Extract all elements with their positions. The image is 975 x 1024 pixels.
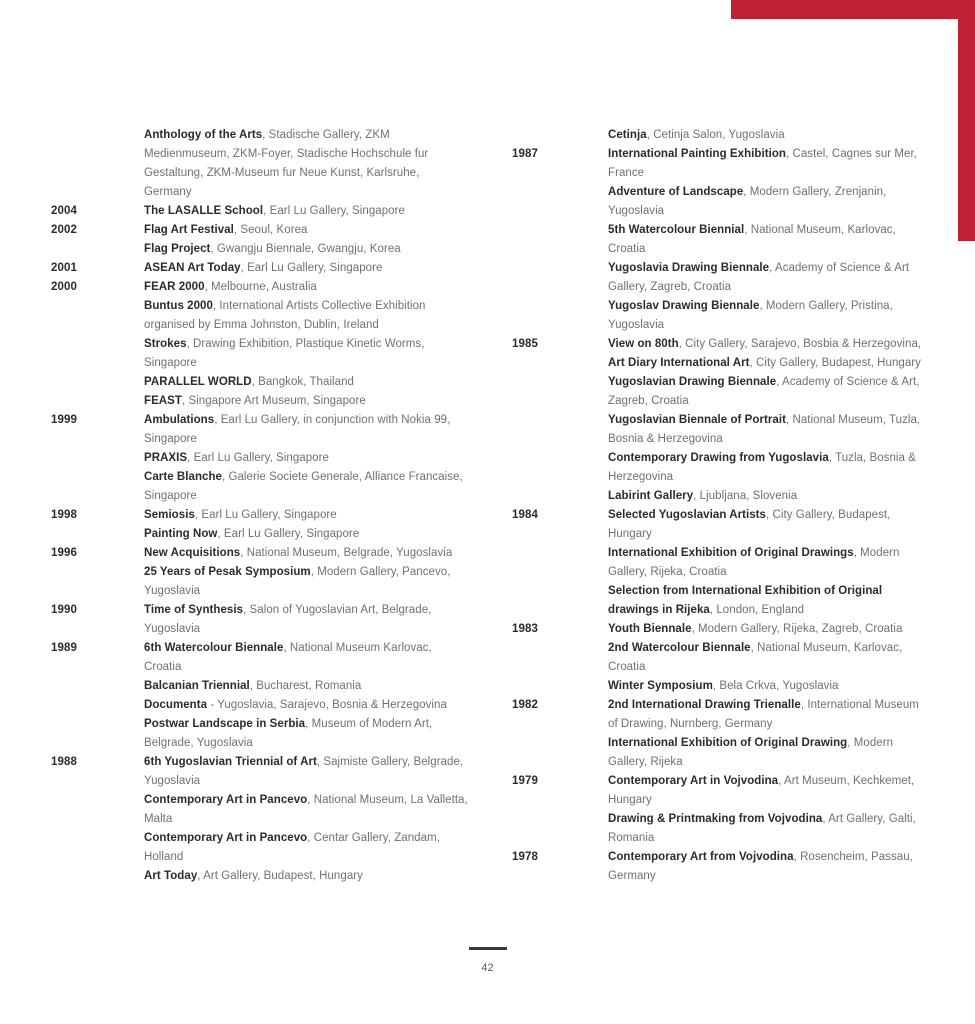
entry-title: Contemporary Art in Pancevo	[144, 832, 308, 844]
entry-title: Semiosis	[144, 509, 195, 521]
entry-text	[608, 582, 926, 620]
entry-year: 2004	[51, 205, 77, 217]
entry-title: Contemporary Art in Pancevo	[144, 794, 308, 806]
entry-details: , National Museum, Karlovac, Croatia	[608, 642, 903, 673]
entry-details: , Modern Gallery, Zrenjanin, Yugoslavia	[608, 186, 887, 217]
exhibition-entry-row	[51, 297, 481, 335]
exhibition-entry-row	[512, 544, 932, 582]
entry-text	[608, 297, 926, 335]
entry-text	[608, 639, 926, 677]
entry-details: , Earl Lu Gallery, Singapore	[194, 509, 337, 521]
entry-title: Documenta	[144, 699, 208, 711]
exhibition-entry-row	[51, 829, 481, 867]
entry-text	[144, 601, 469, 639]
entry-year: 2000	[51, 281, 77, 293]
entry-year: 1998	[51, 509, 77, 521]
entry-text	[144, 335, 469, 373]
entry-details: , Museum of Modern Art, Belgrade, Yugoslavia	[144, 718, 433, 749]
exhibition-entry-row	[512, 297, 932, 335]
entry-text	[144, 829, 469, 867]
entry-title: 6th Watercolour Biennale	[144, 642, 284, 654]
entry-title: 2nd Watercolour Biennale	[608, 642, 751, 654]
entry-details: , Sajmiste Gallery, Belgrade, Yugoslavia	[144, 756, 464, 787]
entry-text	[144, 468, 469, 506]
entry-text	[608, 848, 926, 886]
entry-year: 1983	[512, 623, 538, 635]
entry-title: Cetinja	[608, 129, 647, 141]
exhibition-entry-row	[512, 487, 932, 506]
entry-year: 2001	[51, 262, 77, 274]
exhibition-entry-row	[51, 696, 481, 715]
corner-bar-top	[731, 0, 975, 19]
entry-text	[144, 278, 469, 297]
entry-text	[144, 202, 469, 221]
entry-text	[608, 544, 926, 582]
exhibition-entry-row	[512, 449, 932, 487]
entry-details: , City Gallery, Budapest, Hungary	[608, 509, 891, 540]
entry-title: Winter Symposium	[608, 680, 713, 692]
entry-text	[144, 297, 469, 335]
exhibition-entry-row	[51, 392, 481, 411]
exhibition-entry-row	[51, 240, 481, 259]
entry-text	[144, 126, 469, 202]
entry-title: Ambulations	[144, 414, 215, 426]
entry-text	[608, 126, 926, 145]
entry-year: 2002	[51, 224, 77, 236]
entry-title: ASEAN Art Today	[144, 262, 241, 274]
entry-details: , Cetinja Salon, Yugoslavia	[646, 129, 785, 141]
entry-text	[608, 506, 926, 544]
entry-title: Contemporary Drawing from Yugoslavia	[608, 452, 829, 464]
exhibition-entry-row	[51, 677, 481, 696]
entry-details-secondary: , City Gallery, Budapest, Hungary	[749, 357, 921, 369]
entry-details: , Bangkok, Thailand	[251, 376, 354, 388]
entry-title: Labirint Gallery	[608, 490, 694, 502]
exhibition-entry-row	[51, 639, 481, 677]
entry-title: 5th Watercolour Biennial	[608, 224, 745, 236]
exhibition-entry-row	[512, 582, 932, 620]
exhibition-entry-row	[512, 734, 932, 772]
entry-title: Postwar Landscape in Serbia	[144, 718, 306, 730]
entry-title: New Acquisitions	[144, 547, 241, 559]
entry-details: , Modern Gallery, Rijeka, Croatia	[608, 547, 900, 578]
entry-details: , Centar Gallery, Zandam, Holland	[144, 832, 440, 863]
entry-details: , National Museum Karlovac, Croatia	[144, 642, 432, 673]
page-number: 42	[481, 962, 494, 974]
entry-details: , Academy of Science & Art, Zagreb, Croatia	[608, 376, 920, 407]
entry-details: - Yugoslavia, Sarajevo, Bosnia & Herzegovina	[207, 699, 447, 711]
entry-text	[144, 867, 469, 886]
entry-year: 1989	[51, 642, 77, 654]
entry-title: Adventure of Landscape	[608, 186, 744, 198]
exhibition-entry-row	[51, 601, 481, 639]
entry-title: Selection from International Exhibition of Original drawings in Rijeka	[608, 585, 883, 616]
entry-text	[608, 734, 926, 772]
exhibition-entry-row	[512, 145, 932, 183]
entry-title: Buntus 2000	[144, 300, 213, 312]
entry-title: The LASALLE School	[144, 205, 264, 217]
entry-text	[144, 563, 469, 601]
entry-text	[144, 791, 469, 829]
exhibition-entry-row	[512, 810, 932, 848]
entry-details: , National Museum, Karlovac, Croatia	[608, 224, 896, 255]
entry-details: , International Artists Collective Exhibition organised by Emma Johnston, Dublin, Ireland	[144, 300, 426, 331]
exhibition-entry-row	[512, 848, 932, 886]
entry-year: 1990	[51, 604, 77, 616]
entry-text	[608, 449, 926, 487]
entry-details: , Stadische Gallery, ZKM Medienmuseum, ZKM-Foyer, Stadische Hochschule fur Gestaltung, ZKM-Museum fur Neue Kunst, Karlsruhe, Germany	[144, 129, 429, 198]
entry-details: , Modern Gallery, Rijeka	[608, 737, 894, 768]
entry-text	[608, 183, 926, 221]
exhibition-entry-row	[512, 772, 932, 810]
exhibition-entry-row	[512, 259, 932, 297]
entry-details: , Seoul, Korea	[233, 224, 308, 236]
entry-title: Carte Blanche	[144, 471, 222, 483]
entry-details: , Earl Lu Gallery, in conjunction with Nokia 99, Singapore	[144, 414, 451, 445]
entry-year: 1988	[51, 756, 77, 768]
entry-details: , Salon of Yugoslavian Art, Belgrade, Yugoslavia	[144, 604, 432, 635]
exhibition-entry-row	[51, 202, 481, 221]
entry-details: , Earl Lu Gallery, Singapore	[263, 205, 405, 217]
entry-title: Contemporary Art in Vojvodina	[608, 775, 779, 787]
exhibition-entry-row	[512, 639, 932, 677]
entry-year: 1982	[512, 699, 538, 711]
entry-details: , National Museum, Tuzla, Bosnia & Herzegovina	[608, 414, 921, 445]
entry-title-secondary: Art Diary International Art	[608, 357, 750, 369]
entry-title: Yugoslavia Drawing Biennale	[608, 262, 770, 274]
entry-text	[608, 810, 926, 848]
exhibition-entry-row	[512, 183, 932, 221]
entry-text	[144, 373, 469, 392]
exhibition-entry-row	[512, 373, 932, 411]
entry-text	[608, 696, 926, 734]
entry-text	[608, 677, 926, 696]
entry-text	[144, 259, 469, 278]
entry-year: 1999	[51, 414, 77, 426]
exhibition-entry-row	[512, 335, 932, 373]
entry-details: , National Museum, Belgrade, Yugoslavia	[240, 547, 453, 559]
entry-title: Yugoslavian Drawing Biennale	[608, 376, 777, 388]
entry-text	[144, 392, 469, 411]
corner-bar-right	[958, 0, 975, 241]
entry-title: Time of Synthesis	[144, 604, 244, 616]
entry-title: Drawing & Printmaking from Vojvodina	[608, 813, 823, 825]
exhibition-entry-row	[51, 259, 481, 278]
footer-rule	[469, 947, 507, 950]
exhibition-entry-row	[51, 563, 481, 601]
entry-title: Flag Project	[144, 243, 211, 255]
exhibition-entry-row	[512, 411, 932, 449]
exhibition-entry-row	[512, 126, 932, 145]
entry-title: 2nd International Drawing Trienalle	[608, 699, 801, 711]
entry-details: , Art Gallery, Budapest, Hungary	[197, 870, 363, 882]
entry-title: FEAST	[144, 395, 182, 407]
entry-text	[608, 373, 926, 411]
entry-text	[144, 639, 469, 677]
page-footer	[0, 947, 975, 975]
exhibition-entry-row	[51, 867, 481, 886]
entry-details: , Galerie Societe Generale, Alliance Francaise, Singapore	[144, 471, 463, 502]
entry-details: , Earl Lu Gallery, Singapore	[240, 262, 383, 274]
entry-text	[608, 772, 926, 810]
entry-title: Yugoslav Drawing Biennale	[608, 300, 760, 312]
exhibition-list-right-column	[512, 126, 932, 886]
entry-details: , London, England	[709, 604, 805, 616]
entry-text	[144, 753, 469, 791]
entry-title: Strokes	[144, 338, 187, 350]
entry-details: , Art Museum, Kechkemet, Hungary	[608, 775, 915, 806]
entry-text	[144, 544, 469, 563]
entry-title: Balcanian Triennial	[144, 680, 250, 692]
entry-title: 6th Yugoslavian Triennial of Art	[144, 756, 317, 768]
entry-title: Selected Yugoslavian Artists	[608, 509, 766, 521]
entry-details: , Modern Gallery, Rijeka, Zagreb, Croatia	[691, 623, 903, 635]
entry-title: Yugoslavian Biennale of Portrait	[608, 414, 786, 426]
entry-title: PARALLEL WORLD	[144, 376, 252, 388]
exhibition-entry-row	[51, 791, 481, 829]
entry-details: , Bucharest, Romania	[249, 680, 362, 692]
entry-details: , City Gallery, Sarajevo, Bosbia & Herzegovina,	[678, 338, 922, 350]
entry-text	[144, 525, 469, 544]
entry-title: International Exhibition of Original Drawing	[608, 737, 848, 749]
entry-details: , Ljubljana, Slovenia	[693, 490, 798, 502]
entry-text	[608, 487, 926, 506]
exhibition-entry-row	[51, 278, 481, 297]
entry-title: View on 80th	[608, 338, 679, 350]
entry-year: 1979	[512, 775, 538, 787]
entry-text	[608, 221, 926, 259]
entry-details: , Modern Gallery, Pancevo, Yugoslavia	[144, 566, 451, 597]
entry-title: 25 Years of Pesak Symposium	[144, 566, 311, 578]
entry-details: , Bela Crkva, Yugoslavia	[712, 680, 839, 692]
entry-title: PRAXIS	[144, 452, 188, 464]
entry-details: , National Museum, La Valletta, Malta	[144, 794, 468, 825]
entry-details: , Tuzla, Bosnia & Herzegovina	[608, 452, 916, 483]
exhibition-entry-row	[51, 715, 481, 753]
entry-title: International Painting Exhibition	[608, 148, 786, 160]
entry-title: Flag Art Festival	[144, 224, 234, 236]
entry-text	[144, 506, 469, 525]
entry-text	[608, 145, 926, 183]
entry-text	[144, 411, 469, 449]
entry-year: 1996	[51, 547, 77, 559]
entry-details: , Modern Gallery, Pristina, Yugoslavia	[608, 300, 893, 331]
entry-details: , Singapore Art Museum, Singapore	[181, 395, 366, 407]
entry-text	[608, 335, 926, 373]
exhibition-entry-row	[51, 335, 481, 373]
entry-text	[608, 411, 926, 449]
entry-text	[144, 240, 469, 259]
entry-title: International Exhibition of Original Drawings	[608, 547, 854, 559]
entry-year: 1984	[512, 509, 538, 521]
entry-details: , Castel, Cagnes sur Mer, France	[608, 148, 917, 179]
exhibition-entry-row	[51, 506, 481, 525]
entry-year: 1987	[512, 148, 538, 160]
entry-text	[144, 677, 469, 696]
entry-details: , Earl Lu Gallery, Singapore	[187, 452, 329, 464]
entry-text	[144, 696, 469, 715]
exhibition-entry-row	[51, 126, 481, 202]
exhibition-entry-row	[512, 221, 932, 259]
exhibition-entry-row	[512, 506, 932, 544]
exhibition-entry-row	[51, 221, 481, 240]
exhibition-entry-row	[512, 677, 932, 696]
entry-text	[144, 715, 469, 753]
entry-text	[608, 259, 926, 297]
exhibition-entry-row	[51, 373, 481, 392]
entry-year: 1978	[512, 851, 538, 863]
exhibition-entry-row	[51, 468, 481, 506]
entry-year: 1985	[512, 338, 538, 350]
entry-details: , Art Gallery, Galti, Romania	[608, 813, 916, 844]
exhibition-entry-row	[51, 544, 481, 563]
entry-details: , Rosencheim, Passau, Germany	[608, 851, 913, 882]
entry-text	[144, 449, 469, 468]
entry-details: , Melbourne, Australia	[204, 281, 317, 293]
entry-text	[144, 221, 469, 240]
entry-title: Youth Biennale	[608, 623, 692, 635]
exhibition-entry-row	[51, 753, 481, 791]
entry-title: FEAR 2000	[144, 281, 205, 293]
exhibition-entry-row	[512, 696, 932, 734]
entry-details: , Gwangju Biennale, Gwangju, Korea	[210, 243, 401, 255]
entry-details: , International Museum of Drawing, Nurnberg, Germany	[608, 699, 919, 730]
exhibition-list-left-column	[51, 126, 481, 886]
exhibition-entry-row	[51, 411, 481, 449]
entry-text	[608, 620, 926, 639]
entry-title: Contemporary Art from Vojvodina	[608, 851, 794, 863]
exhibition-entry-row	[51, 449, 481, 468]
entry-title: Art Today	[144, 870, 198, 882]
entry-details: , Earl Lu Gallery, Singapore	[217, 528, 360, 540]
exhibition-entry-row	[51, 525, 481, 544]
entry-details: , Academy of Science & Art Gallery, Zagreb, Croatia	[608, 262, 910, 293]
entry-title: Painting Now	[144, 528, 218, 540]
exhibition-entry-row	[512, 620, 932, 639]
entry-details: , Drawing Exhibition, Plastique Kinetic Worms, Singapore	[144, 338, 425, 369]
entry-title: Anthology of the Arts	[144, 129, 263, 141]
